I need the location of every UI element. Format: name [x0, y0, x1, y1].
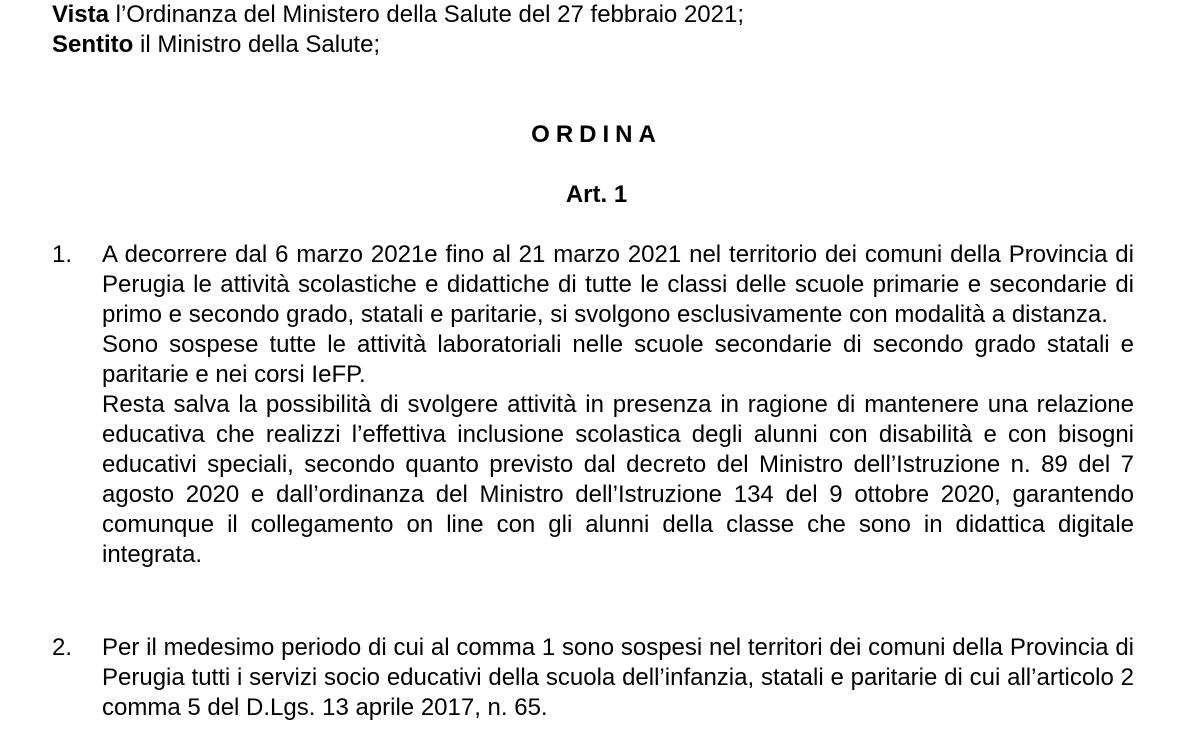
- item-paragraph: A decorrere dal 6 marzo 2021e fino al 21 marzo 2021 nel territorio dei comuni della Provincia di Perugia le attività scolastiche e didattiche di tutte le classi delle scuole primarie e secondarie di primo e secondo grado, statali e paritarie, si svolgono esclusivamente con modalità a distanza.: [102, 241, 1134, 328]
- item-number: 2.: [52, 634, 73, 661]
- article-heading: Art. 1: [565, 181, 628, 208]
- preamble: [52, 0, 1152, 60]
- item-body: [102, 633, 1134, 723]
- preamble-keyword: Vista: [52, 1, 109, 28]
- preamble-line-sentito: [52, 30, 1152, 60]
- item-body: [102, 240, 1134, 570]
- preamble-text: l’Ordinanza del Ministero della Salute del 27 febbraio 2021;: [108, 1, 744, 28]
- preamble-keyword: Sentito: [52, 31, 134, 58]
- item-paragraph: Per il medesimo periodo di cui al comma 1 sono sospesi nel territori dei comuni della Provincia di Perugia tutti i servizi socio educativi della scuola dell’infanzia, statali e paritarie di cui all’articolo 2 comma 5 del D.Lgs. 13 aprile 2017, n. 65.: [102, 634, 1134, 721]
- item-paragraph: Sono sospese tutte le attività laboratoriali nelle scuole secondarie di secondo grado statali e paritarie e nei corsi IeFP.: [102, 331, 1134, 388]
- ordina-heading: ORDINA: [531, 121, 662, 148]
- item-number: 1.: [52, 241, 73, 268]
- preamble-text: il Ministro della Salute;: [133, 31, 381, 58]
- preamble-line-vista: [52, 0, 1152, 30]
- item-paragraph: Resta salva la possibilità di svolgere attività in presenza in ragione di mantenere una relazione educativa che realizzi l’effettiva inclusione scolastica degli alunni con disabilità e con bisogni educativi speciali, secondo quanto previsto dal decreto del Ministro dell’Istruzione n. 89 del 7 agosto 2020 e dall’ordinanza del Ministro dell’Istruzione 134 del 9 ottobre 2020, garantendo comunque il collegamento on line con gli alunni della classe che sono in didattica digitale integrata.: [102, 391, 1134, 568]
